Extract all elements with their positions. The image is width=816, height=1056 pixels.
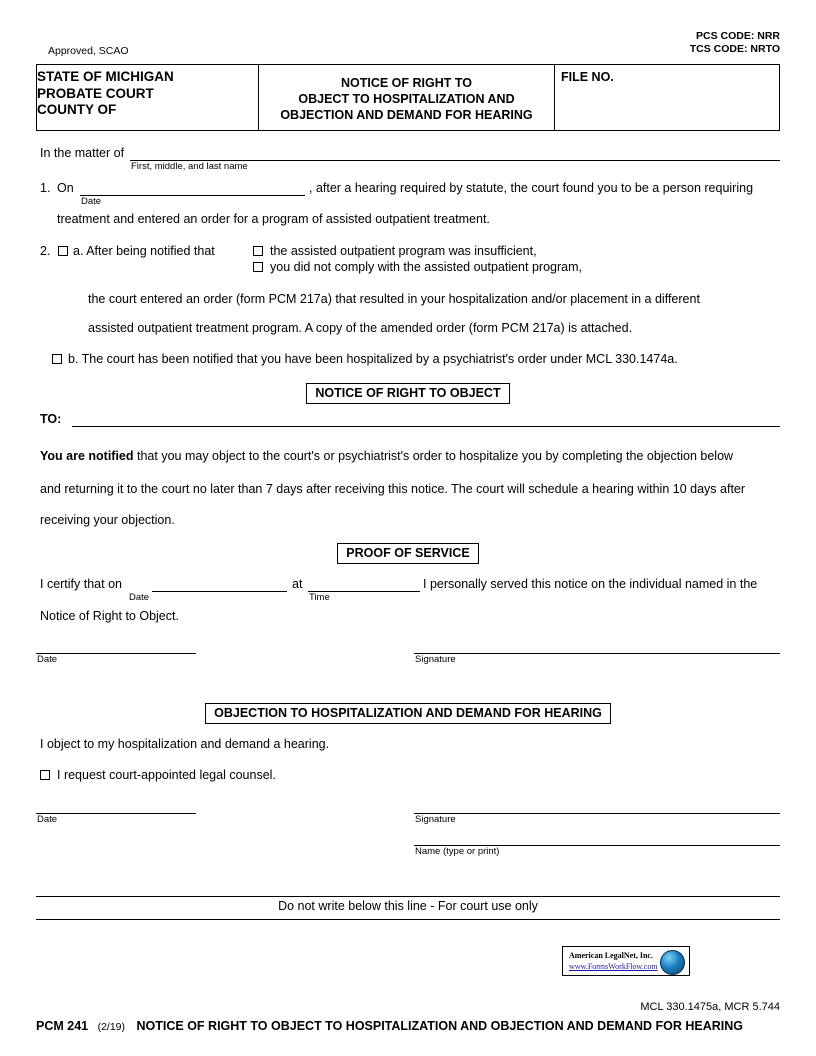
globe-icon: [660, 950, 685, 975]
pcs-code: PCS CODE: NRR: [695, 30, 780, 42]
item2b-checkbox[interactable]: [52, 354, 62, 364]
footer-form-title: NOTICE OF RIGHT TO OBJECT TO HOSPITALIZATION AND OBJECTION AND DEMAND FOR HEARING: [136, 1019, 744, 1033]
logo-company-name: American LegalNet, Inc.: [569, 951, 653, 960]
item1-on-label: On: [57, 181, 74, 195]
county-label: COUNTY OF: [37, 102, 117, 117]
item2b-label: b. The court has been notified that you have been hospitalized by a psychiatrist's order under MCL 330.1474a.: [68, 352, 678, 366]
header-court-block: [37, 65, 259, 130]
proof-date-caption: Date: [129, 592, 150, 603]
item2-number: 2.: [40, 244, 51, 258]
proof-signature-field[interactable]: [414, 653, 780, 654]
american-legalnet-logo: [562, 946, 690, 976]
proof-line2: Notice of Right to Object.: [40, 609, 179, 623]
notice-line1-rest: that you may object to the court's or psychiatrist's order to hospitalize you by completing the objection below: [133, 449, 734, 463]
court-use-divider-bottom: [36, 919, 780, 920]
to-label: TO:: [40, 412, 62, 426]
notice-heading: NOTICE OF RIGHT TO OBJECT: [306, 383, 509, 404]
objection-date-caption: Date: [37, 814, 58, 825]
notice-paragraph-line1: [40, 449, 785, 463]
notice-paragraph-line2: and returning it to the court no later than 7 days after receiving this notice. The court will schedule a hearing within 10 days after: [40, 482, 746, 496]
proof-signature-caption: Signature: [415, 654, 456, 665]
item1-date-caption: Date: [81, 196, 102, 207]
form-title-line2: OBJECT TO HOSPITALIZATION AND: [298, 92, 515, 106]
state-label: STATE OF MICHIGAN: [37, 69, 174, 84]
proof-date-field[interactable]: [152, 591, 287, 592]
court-use-note: Do not write below this line - For court use only: [278, 899, 538, 913]
item2a-paragraph1: the court entered an order (form PCM 217a) that resulted in your hospitalization and/or placement in a different: [88, 292, 700, 306]
proof-time-caption: Time: [309, 592, 330, 603]
item2a-option1-label: the assisted outpatient program was insufficient,: [270, 244, 537, 258]
objection-counsel-checkbox[interactable]: [40, 770, 50, 780]
notice-bold-lead: You are notified: [40, 449, 134, 463]
header-form-title: [259, 65, 555, 130]
objection-signature-field[interactable]: [414, 813, 780, 814]
notice-heading-wrap: [36, 383, 780, 404]
in-the-matter-of-label: In the matter of: [40, 146, 125, 160]
file-no-label: FILE NO.: [561, 70, 614, 84]
item1-line2: treatment and entered an order for a program of assisted outpatient treatment.: [57, 212, 490, 226]
item1-date-field[interactable]: [80, 195, 305, 196]
proof-served-text: I personally served this notice on the individual named in the: [423, 577, 758, 591]
form-title-line3: OBJECTION AND DEMAND FOR HEARING: [280, 108, 533, 122]
item2a-option2-checkbox[interactable]: [253, 262, 263, 272]
footer-revision: (2/19): [97, 1021, 126, 1033]
certify-label: I certify that on: [40, 577, 122, 591]
objection-name-caption: Name (type or print): [415, 846, 500, 857]
proof-at-label: at: [292, 577, 303, 591]
item1-number: 1.: [40, 181, 51, 195]
form-header-table: [36, 64, 780, 131]
objection-counsel-label: I request court-appointed legal counsel.: [57, 768, 276, 782]
footer-form-number: PCM 241: [36, 1019, 89, 1033]
approved-scao-label: Approved, SCAO: [48, 45, 129, 57]
proof-of-service-heading: PROOF OF SERVICE: [337, 543, 478, 564]
footer-mcl-citation: MCL 330.1475a, MCR 5.744: [640, 1001, 780, 1013]
objection-line1: I object to my hospitalization and demand a hearing.: [40, 737, 330, 751]
objection-date-field[interactable]: [36, 813, 196, 814]
proof-heading-wrap: [36, 543, 780, 564]
objection-signature-caption: Signature: [415, 814, 456, 825]
code-block: [690, 30, 780, 56]
court-use-divider-top: [36, 896, 780, 897]
item2a-option2-label: you did not comply with the assisted outpatient program,: [270, 260, 582, 274]
to-field[interactable]: [72, 426, 780, 427]
header-file-no: [555, 65, 779, 130]
objection-heading-wrap: [36, 703, 780, 724]
item2a-option1-checkbox[interactable]: [253, 246, 263, 256]
tcs-code: TCS CODE: NRTO: [689, 43, 780, 55]
item2a-paragraph2: assisted outpatient treatment program. A copy of the amended order (form PCM 217a) is attached.: [88, 321, 633, 335]
objection-heading: OBJECTION TO HOSPITALIZATION AND DEMAND FOR HEARING: [205, 703, 611, 724]
item2a-label: a. After being notified that: [73, 244, 215, 258]
proof-date-signature-field[interactable]: [36, 653, 196, 654]
footer-line: [36, 1019, 780, 1033]
court-label: PROBATE COURT: [37, 85, 154, 101]
item1-text-after-date: , after a hearing required by statute, the court found you to be a person requiring: [309, 181, 754, 195]
item2a-checkbox[interactable]: [58, 246, 68, 256]
proof-date-signature-caption: Date: [37, 654, 58, 665]
form-title-line1: NOTICE OF RIGHT TO: [340, 76, 473, 90]
logo-url[interactable]: www.FormsWorkFlow.com: [569, 962, 658, 971]
matter-name-caption: First, middle, and last name: [131, 161, 248, 172]
notice-paragraph-line3: receiving your objection.: [40, 513, 175, 527]
